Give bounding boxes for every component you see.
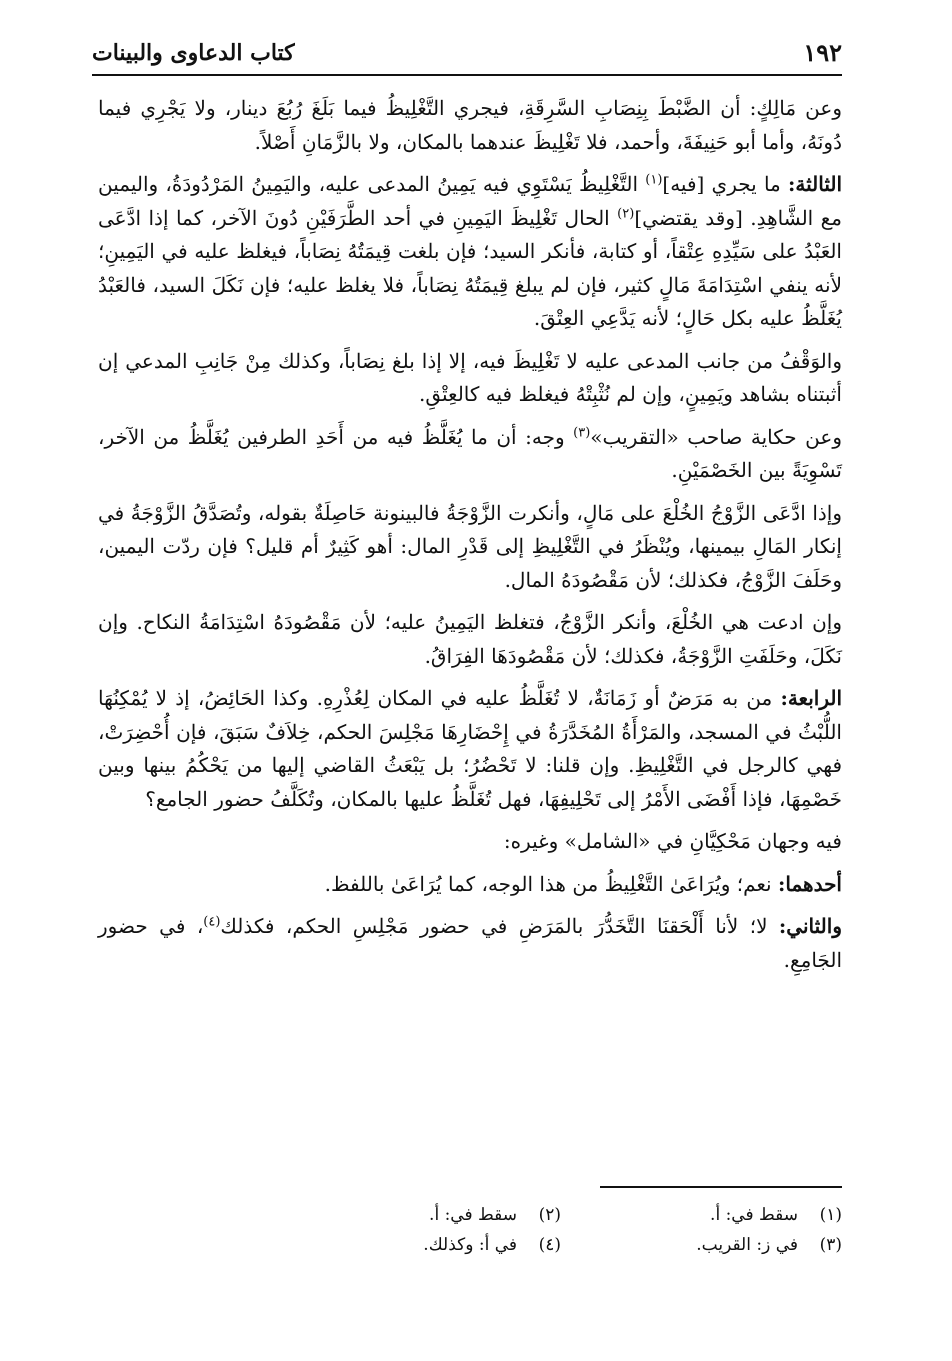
footnote-1: [561, 1200, 842, 1230]
paragraph-2: [98, 168, 842, 336]
footnote-4: [280, 1230, 561, 1260]
footnote-text: سقط في: أ.: [710, 1205, 798, 1225]
paragraph-7: [98, 682, 842, 816]
footnote-number: (٤): [538, 1235, 561, 1255]
paragraph-text: لا؛ لأنا أَلْحَقنَا التَّخَدُّرَ بالمَرَضِ في حضور مَجْلِسِ الحكم، فكذلك: [220, 914, 779, 938]
paragraph-3: [98, 345, 842, 412]
page-number: ١٩٢: [803, 38, 842, 67]
footnote-number: (٢): [538, 1205, 561, 1225]
page-header: [92, 34, 842, 76]
paragraph-text: التَّغْلِيظُ يَسْتَوِي فيه يَمِينُ المدعى عليه، واليَمِينُ المَرْدُودَةُ، واليمين مع الشَّاهِدِ. [وقد يقتضي]: [98, 172, 842, 230]
paragraph-text: فيه وجهان مَحْكِيَّانِ في «الشامل» وغيره:: [503, 829, 842, 853]
footnote-ref-3: (٣): [573, 424, 591, 440]
paragraph-text: من به مَرَضٌ أو زَمَانَةٌ، لا تُغَلَّظُ عليه في المكان لِعُذْرِهِ. وكذا الحَائِضُ، إذ لا يُمْكِنُهَا اللُّبْثُ في المسجد، والمَرْأَةُ المُخَدَّرَةُ في إِحْضَارِهَا مَجْلِسَ الحكم، خِلاَفٌ سَبَقَ، فإن أُحْضِرَتْ، فهي كالرجل في التَّغْلِيظِ. وإن قلنا: لا تَحْضُرُ؛ بل يَبْعَثُ القاضي إليها من يَحْكُمُ بينها وبين خَصْمِهَا، فإذا أَفْضَى الأَمْرُ إلى تَحْلِيفِهَا، فهل تُغَلَّظُ عليها بالمكان، وتُكَلَّفُ حضور الجامع؟: [98, 686, 842, 811]
paragraph-text: ما يجري [فيه]: [662, 172, 788, 196]
footnote-2: [280, 1200, 561, 1230]
footnote-number: (١): [819, 1205, 842, 1225]
footnote-text: سقط في: أ.: [429, 1205, 517, 1225]
paragraph-text: وإن ادعت هي الخُلْعَ، وأنكر الزَّوْجُ، فتغلظ اليَمِينُ عليه؛ لأن مَقْصُودَهُ اسْتِدَامَةُ النكاح. وإن نَكَلَ، وحَلَفَتِ الزَّوْجَةُ، فكذلك؛ لأن مَقْصُودَهَا الفِرَاقُ.: [98, 610, 842, 668]
footnote-ref-2: (٢): [617, 205, 635, 221]
running-title: كتاب الدعاوى والبينات: [92, 40, 295, 66]
paragraph-9: [98, 868, 842, 902]
footnote-3: [561, 1230, 842, 1260]
footnote-row: [280, 1230, 842, 1260]
paragraph-lead: والثاني:: [778, 914, 842, 938]
paragraph-6: [98, 606, 842, 673]
paragraph-text: وجه: أن ما يُغَلَّظُ فيه من أَحَدِ الطرفين يُغَلَّظُ من الآخر، تَسْوِيَةً بين الخَصْمَيْنِ.: [98, 424, 842, 482]
paragraph-10: [98, 910, 842, 977]
paragraph-4: [98, 421, 842, 488]
paragraph-8: [98, 825, 842, 859]
paragraph-lead: الثالثة:: [787, 172, 842, 196]
footnote-ref-4: (٤): [203, 914, 221, 930]
paragraph-5: [98, 497, 842, 598]
paragraph-text: وعن مَالِكٍ: أن الضَّبْطَ بِنِصَابِ السَّرِقَةِ، فيجري التَّغْلِيظُ فيما بَلَغَ رُبُعَ دينار، ولا يَجْرِي فيما دُونَهُ، وأما أبو حَنِيفَةَ، وأحمد، فلا تَغْلِيظَ عندهما بالمكان، ولا بالزَّمَانِ أَصْلاً.: [98, 96, 842, 154]
paragraph-text: ، في حضور الجَامِعِ.: [98, 914, 842, 972]
footnote-text: في أ: وكذلك.: [423, 1235, 517, 1255]
paragraph-text: الحال تَغْلِيظَ اليَمِينِ في أحد الطَّرَفَيْنِ دُونَ الآخر، كما إذا ادَّعَى العَبْدُ على سَيِّدِهِ عِتْقاً، أو كتابة، فأنكر السيد؛ فإن بلغت قِيمَتُهُ نِصَاباً، فيغلظ عليه في اليَمِينِ؛ لأنه ينفي اسْتِدَامَةَ مَالٍ كثير، فإن لم يبلغ قِيمَتُهُ نِصَاباً، فلا يغلظ عليه؛ فإن نَكَلَ السيد، فالعَبْدُ يُغَلَّظُ عليه بكل حَالٍ؛ لأنه يَدَّعِي العِتْقَ.: [98, 205, 842, 330]
paragraph-text: وعن حكاية صاحب «التقريب»: [590, 424, 842, 449]
body-text: [98, 92, 842, 986]
paragraph-1: [98, 92, 842, 159]
footnote-divider: [600, 1186, 842, 1188]
footnotes: [280, 1200, 842, 1260]
footnote-row: [280, 1200, 842, 1230]
paragraph-lead: أحدهما:: [777, 871, 842, 896]
footnote-text: في ز: القريب.: [696, 1235, 798, 1255]
paragraph-text: نعم؛ ويُرَاعَىٰ التَّغْلِيظُ من هذا الوجه، كما يُرَاعَىٰ باللفظ.: [324, 871, 778, 896]
paragraph-text: وإذا ادَّعَى الزَّوْجُ الخُلْعَ على مَالٍ، وأنكرت الزَّوْجَةُ فالبينونة حَاصِلَةٌ بقوله، وتُصَدَّقُ الزَّوْجَةُ في إنكار المَالِ بيمينها، ويُنْظَرُ في التَّغْلِيظِ إلى قَدْرِ المال: أهو كَثِيرٌ أم قليل؟ فإن ردّت اليمين، وحَلَفَ الزَّوْجُ، فكذلك؛ لأن مَقْصُودَهُ المال.: [98, 500, 842, 592]
footnote-number: (٣): [819, 1235, 842, 1255]
paragraph-text: والوَقْفُ من جانب المدعى عليه لا تَغْلِيظَ فيه، إلا إذا بلغ نِصَاباً، وكذلك مِنْ جَانِبِ المدعي إن أثبتناه بشاهد ويَمِينٍ، وإن لم نُثْبِتْهُ فيغلظ فيه كالعِتْقِ.: [98, 348, 842, 406]
footnote-ref-1: (١): [645, 172, 663, 188]
paragraph-lead: الرابعة:: [780, 686, 842, 710]
